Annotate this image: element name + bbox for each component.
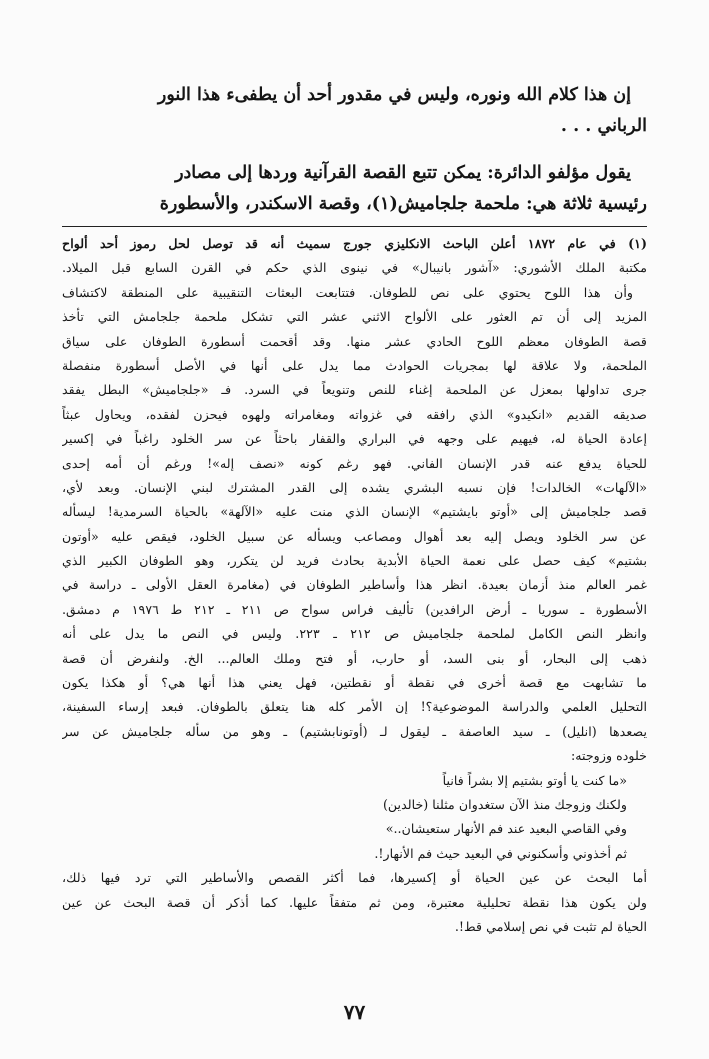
footnote-line: خلوده وزوجته: [570, 748, 647, 764]
footnote-line: قصة الطوفان معظم اللوح الحادي عشر منها. وقد أقحمت أسطورة الطوفان على سياق [62, 333, 647, 349]
footnote-line: بشتيم» كيف حصل على نعمة الحياة الأبدية بحادث فريد لن يتكرر، وهو الطوفان الكبير الذي [62, 553, 647, 569]
paragraph-line: رئيسية ثلاثة هي: ملحمة جلجاميش(١)، وقصة الاسكندر، والأسطورة [159, 194, 647, 214]
footnote-line: «الآلهات» الخالدات! فإن نسبه البشري يشده إلى القدر المشترك لبني الإنسان. وبعد لأي، [62, 479, 647, 495]
verse-line: ثم أخذوني وأسكنوني في البعيد حيث فم الأنهار!. [374, 845, 627, 861]
footnote-line: وانظر النص الكامل لملحمة جلجاميش ص ٢١٢ ـ ٢٢٣. وليس في النص ما يدل على أنه [62, 626, 647, 642]
body-paragraph-1 [62, 80, 647, 142]
footnote-line: وأن هذا اللوح يحتوي على نص للطوفان. فتتابعت البعثات التنقيبية على المنطقة لاكتشاف [62, 284, 633, 300]
footnote-line: الحياة لم تثبت في نص إسلامي قط!. [454, 918, 647, 934]
paragraph-line: إن هذا كلام الله ونوره، وليس في مقدور أحد أن يطفىء هذا النور [157, 85, 631, 105]
verse-line: وفي القاصي البعيد عند فم الأنهار ستعيشان..» [385, 821, 627, 837]
footnote-line: المزيد إلى أن تم العثور على الألواح الاثني عشر التي تشكل ملحمة جلجامش التي تأخذ [62, 309, 647, 325]
body-paragraph-2 [62, 158, 647, 220]
paragraph-line: يقول مؤلفو الدائرة: يمكن تتبع القصة القرآنية وردها إلى مصادر [175, 163, 631, 183]
footnote-line: الملحمة، ولا علاقة لها بمجريات الحوادث مما يدل على أنها في الأصل أسطورة منفصلة [62, 357, 647, 373]
paragraph-line: الرباني . . . [560, 116, 647, 136]
footnote-line: يصعدها (انليل) ـ سيد العاصفة ـ ليقول لـ (أوتونابشتيم) ـ وهو من سأله جلجاميش عن سر [62, 723, 647, 739]
footnote-line: التحليل العلمي والدراسة الموضوعية؟! إن الأمر كله هنا يتعلق بالطوفان. فبعد إرساء السفينة، [62, 699, 647, 715]
footnote-line: الأسطورة ـ سوريا ـ أرض الرافدين) تأليف فراس سواح ص ٢١١ ـ ٢١٢ ط ١٩٧٦ م دمشق. [62, 601, 647, 617]
footnote-line: مكتبة الملك الأشوري: «آشور بانيبال» في نينوى الذي حكم في القرن السابع قبل الميلاد. [62, 260, 647, 276]
footnote-line: جرى تداولها بمعزل عن الملحمة إغناء للنص وتنويعاً في السرد. فـ «جلجاميش» البطل يفقد [62, 382, 647, 398]
footnote-line: إعادة الحياة له، فيهيم على وجهه في البراري والقفار باحثاً عن سر الخلود راغباً في إكسير [62, 431, 647, 447]
footnote-line: (١) في عام ١٨٧٢ أعلن الباحث الانكليزي جورج سميث أنه قد توصل لحل رموز أحد ألواح [62, 236, 647, 251]
footnote [62, 232, 647, 939]
footnote-separator [62, 226, 647, 227]
footnote-line: للحياة يدفع عنه قدر الإنسان الفاني. فهو رغم كونه «نصف إله»! ورغم أن أمه إحدى [62, 455, 647, 471]
verse-line: ولكنك وزوجك منذ الآن ستغدوان مثلنا (خالدين) [382, 796, 627, 812]
footnote-line: غمر العالم منذ أزمان بعيدة. انظر هذا وأساطير الطوفان في (مغامرة العقل الأولى ـ دراسة في [62, 577, 647, 593]
footnote-line: ولن يكون هذا نقطة تحليلية معتبرة، ومن ثم متفقاً عليها. كما أذكر أن قصة البحث عن عين [62, 894, 647, 910]
footnote-line: صديقه القديم «انكيدو» الذي رافقه في غزواته ومغامراته ولهوه فيحزن لفقده، ويحاول عبثاً [62, 406, 647, 422]
footnote-line: أما البحث عن عين الحياة أو إكسيرها، فما أكثر القصص والأساطير التي ترد فيها ذلك، [62, 870, 647, 886]
page-number: ٧٧ [343, 1000, 366, 1024]
footnote-line: قصد جلجاميش إلى «أوتو بايشتيم» الإنسان الذي منت عليه «الآلهة» بالحياة السرمدية! ليسأله [62, 504, 647, 520]
footnote-line: عن سر الخلود ويصل إليه بعد أهوال ومصاعب ويسأله عن سبيل الخلود، فيقص عليه «أوتون [62, 528, 647, 544]
footnote-line: ذهب إلى البحار، أو بنى السد، أو حارب، أو فتح وملك العالم... الخ. ولنفرض أن قصة [62, 650, 647, 666]
footnote-line: ما تشابهت مع قصة أخرى في نقطة أو نقطتين، فهل يعني هذا أنها هي؟ أو هكذا يكون [62, 675, 647, 691]
verse-line: «ما كنت يا أوتو بشتيم إلا بشراً فانياً [442, 772, 627, 788]
